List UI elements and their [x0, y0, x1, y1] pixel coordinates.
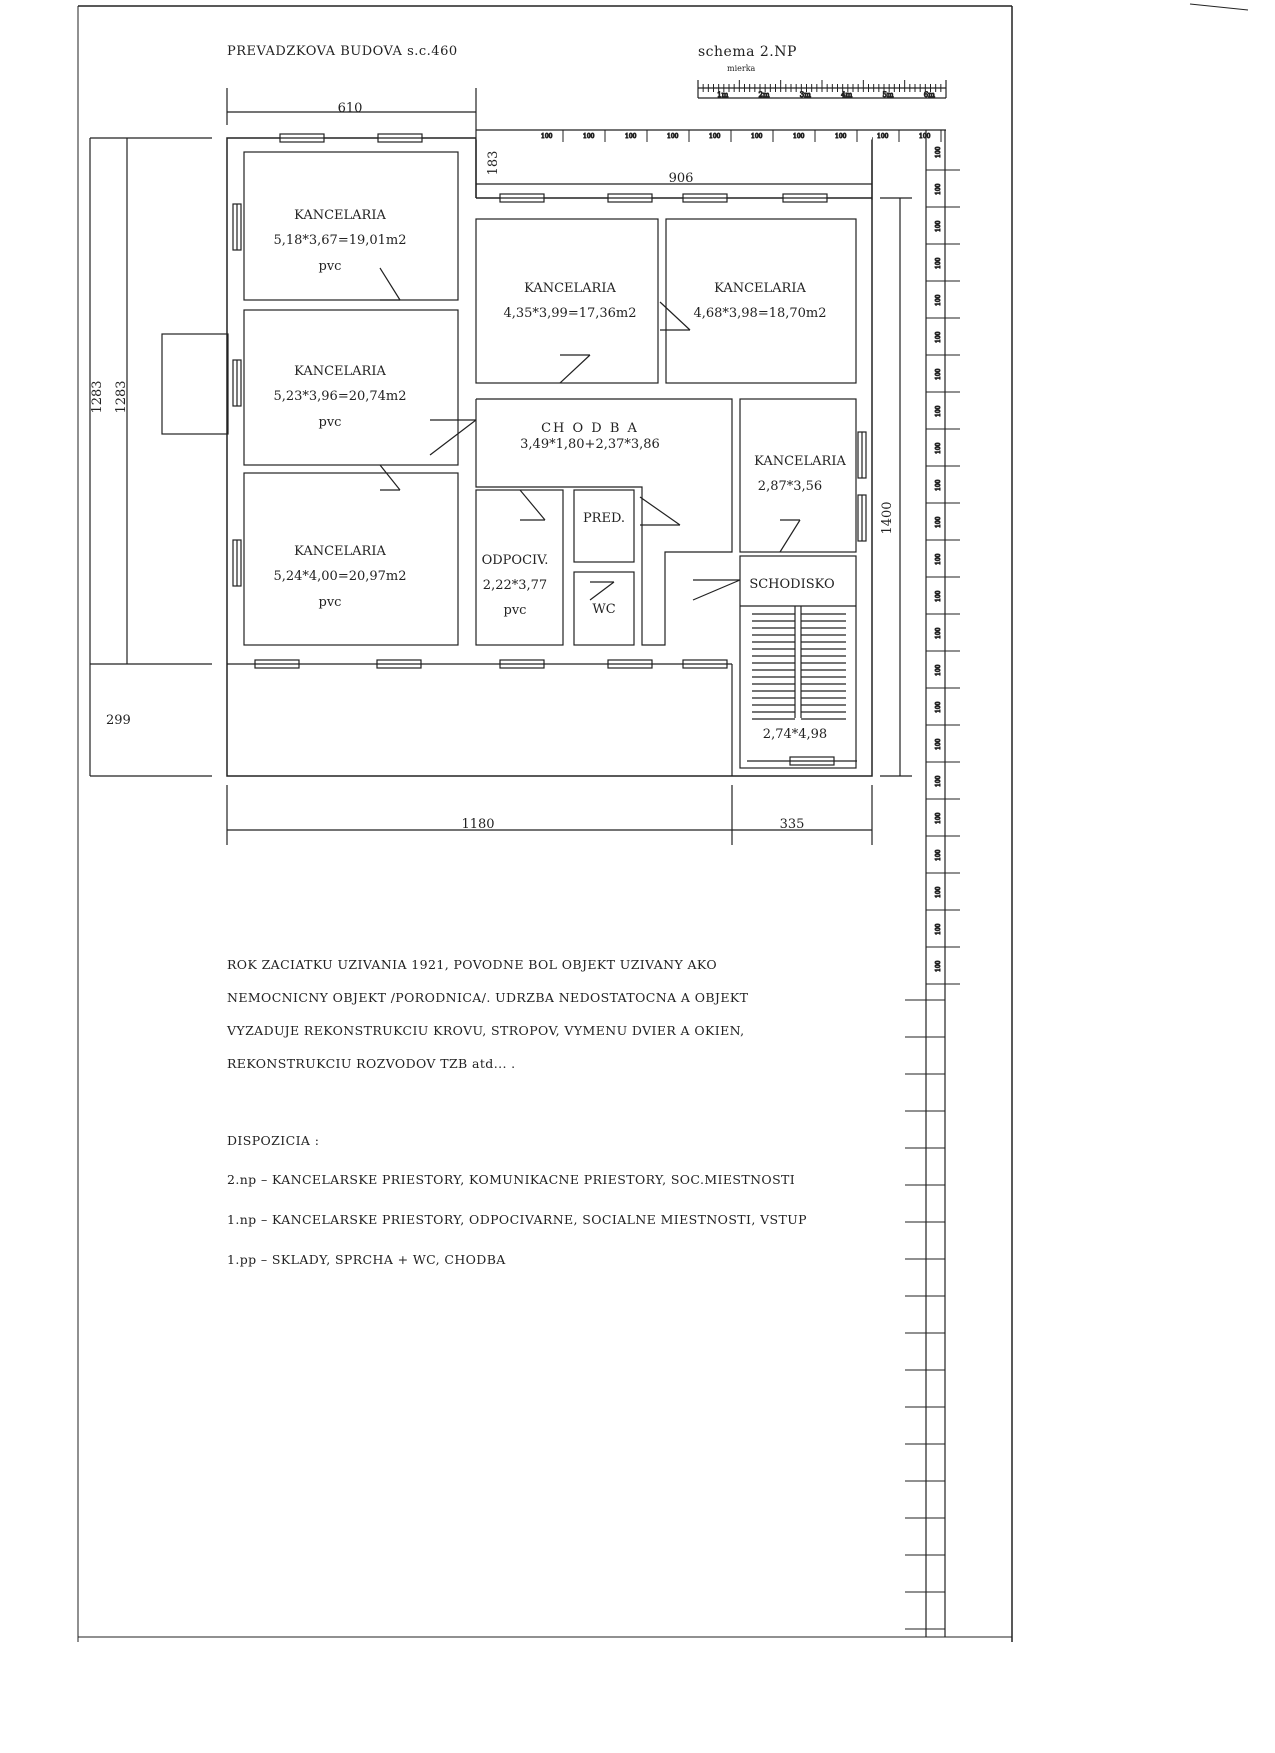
- ruler-label: 100: [935, 886, 942, 898]
- description-line: VYZADUJE REKONSTRUKCIU KROVU, STROPOV, VYMENU DVIER A OKIEN,: [227, 1023, 745, 1038]
- disposition-line: 2.np – KANCELARSKE PRIESTORY, KOMUNIKACNE PRIESTORY, SOC.MIESTNOSTI: [227, 1172, 796, 1187]
- window: [608, 660, 652, 668]
- ruler-label: 100: [793, 133, 805, 140]
- dim-right-side: 1400: [880, 501, 895, 535]
- window: [378, 134, 422, 142]
- stair-name: SCHODISKO: [749, 577, 835, 592]
- ruler-label: 100: [935, 553, 942, 565]
- dim-bottom-right: 335: [779, 817, 805, 832]
- window: [233, 360, 241, 406]
- ruler-label: 100: [935, 257, 942, 269]
- window: [500, 660, 544, 668]
- ruler-label: 100: [625, 133, 637, 140]
- ruler-label: 100: [877, 133, 889, 140]
- window: [233, 204, 241, 250]
- room-name: ODPOCIV.: [481, 553, 549, 568]
- ruler-label: 100: [935, 849, 942, 861]
- stair-size: 2,74*4,98: [762, 727, 828, 742]
- room-size: 4,68*3,98=18,70m2: [693, 306, 827, 321]
- ruler-label: 100: [935, 220, 942, 232]
- room-name: KANCELARIA: [294, 208, 386, 223]
- ruler-label: 100: [935, 812, 942, 824]
- corridor-name: CH O D B A: [541, 421, 639, 436]
- ruler-label: 100: [935, 294, 942, 306]
- ruler-label: 100: [935, 442, 942, 454]
- ruler-label: 100: [935, 923, 942, 935]
- ruler-label: 100: [935, 664, 942, 676]
- ruler-label: 100: [935, 738, 942, 750]
- room-name: KANCELARIA: [714, 281, 806, 296]
- door-swing: [430, 420, 476, 455]
- door-swing: [560, 355, 590, 383]
- ruler-label: 100: [935, 701, 942, 713]
- room-name: KANCELARIA: [754, 454, 846, 469]
- door-swing: [380, 268, 400, 300]
- corridor-size: 3,49*1,80+2,37*3,86: [520, 437, 660, 452]
- window: [683, 660, 727, 668]
- scale-tick-label: 4m: [841, 91, 853, 99]
- dim-left-bottom: 299: [106, 713, 131, 728]
- ruler-label: 100: [935, 331, 942, 343]
- ruler-label: 100: [709, 133, 721, 140]
- window: [790, 757, 834, 765]
- window: [255, 660, 299, 668]
- dim-left-outer: 1283: [90, 380, 105, 414]
- description-line: REKONSTRUKCIU ROZVODOV TZB atd... .: [227, 1056, 516, 1071]
- room-size: 4,35*3,99=17,36m2: [503, 306, 637, 321]
- window: [683, 194, 727, 202]
- room-size: 2,22*3,77: [482, 578, 548, 593]
- window: [377, 660, 421, 668]
- window: [783, 194, 827, 202]
- room-name: KANCELARIA: [524, 281, 616, 296]
- window: [608, 194, 652, 202]
- scale-tick-label: 2m: [758, 91, 770, 99]
- room-floor: pvc: [318, 595, 342, 610]
- door-swing: [590, 582, 614, 600]
- ruler-label: 100: [835, 133, 847, 140]
- description-line: NEMOCNICNY OBJEKT /PORODNICA/. UDRZBA NEDOSTATOCNA A OBJEKT: [227, 990, 749, 1005]
- ruler-label: 100: [935, 405, 942, 417]
- door-swing: [780, 520, 800, 552]
- room-floor: pvc: [503, 603, 527, 618]
- ruler-label: 100: [541, 133, 553, 140]
- scale-tick-label: 1m: [717, 91, 729, 99]
- door-swing: [693, 580, 740, 600]
- ruler-label: 100: [919, 133, 931, 140]
- door-swing: [640, 497, 680, 525]
- dim-top-small: 183: [486, 150, 501, 176]
- ruler-label: 100: [935, 479, 942, 491]
- window: [858, 495, 866, 541]
- room-size: 2,87*3,56: [757, 479, 823, 494]
- disposition-heading: DISPOZICIA :: [227, 1133, 320, 1148]
- room-floor: pvc: [318, 259, 342, 274]
- page-title: PREVADZKOVA BUDOVA s.c.460: [227, 44, 458, 59]
- room-name: KANCELARIA: [294, 544, 386, 559]
- scale-tick-label: 6m: [923, 91, 935, 99]
- scale-tick-label: 5m: [882, 91, 894, 99]
- ruler-label: 100: [935, 146, 942, 158]
- description-line: ROK ZACIATKU UZIVANIA 1921, POVODNE BOL OBJEKT UZIVANY AKO: [227, 957, 717, 972]
- dim-bottom-left: 1180: [461, 817, 495, 832]
- window: [500, 194, 544, 202]
- window: [858, 432, 866, 478]
- dim-left-inner: 1283: [114, 380, 129, 414]
- dim-top-right: 906: [668, 171, 694, 186]
- ruler-label: 100: [935, 590, 942, 602]
- ruler-label: 100: [935, 627, 942, 639]
- disposition-line: 1.pp – SKLADY, SPRCHA + WC, CHODBA: [227, 1252, 506, 1267]
- ruler-label: 100: [935, 960, 942, 972]
- ruler-label: 100: [751, 133, 763, 140]
- door-swing: [660, 302, 690, 330]
- room-name: PRED.: [582, 511, 626, 526]
- window: [233, 540, 241, 586]
- room-size: 5,23*3,96=20,74m2: [273, 389, 407, 404]
- door-swing: [520, 490, 545, 520]
- schema-label: schema 2.NP: [698, 44, 797, 60]
- ruler-label: 100: [935, 516, 942, 528]
- ruler-label: 100: [583, 133, 595, 140]
- room-name: WC: [592, 602, 616, 617]
- room-size: 5,18*3,67=19,01m2: [273, 233, 407, 248]
- disposition-line: 1.np – KANCELARSKE PRIESTORY, ODPOCIVARNE, SOCIALNE MIESTNOSTI, VSTUP: [227, 1212, 807, 1227]
- window: [280, 134, 324, 142]
- ruler-label: 100: [935, 368, 942, 380]
- room-floor: pvc: [318, 415, 342, 430]
- description: [227, 948, 927, 1080]
- ruler-label: 100: [935, 775, 942, 787]
- ruler-label: 100: [667, 133, 679, 140]
- room-name: KANCELARIA: [294, 364, 386, 379]
- door-swing: [380, 465, 400, 490]
- dim-top-left: 610: [337, 101, 363, 116]
- scale-label: mierka: [727, 64, 756, 73]
- room-size: 5,24*4,00=20,97m2: [273, 569, 407, 584]
- scale-tick-label: 3m: [799, 91, 811, 99]
- ruler-label: 100: [935, 183, 942, 195]
